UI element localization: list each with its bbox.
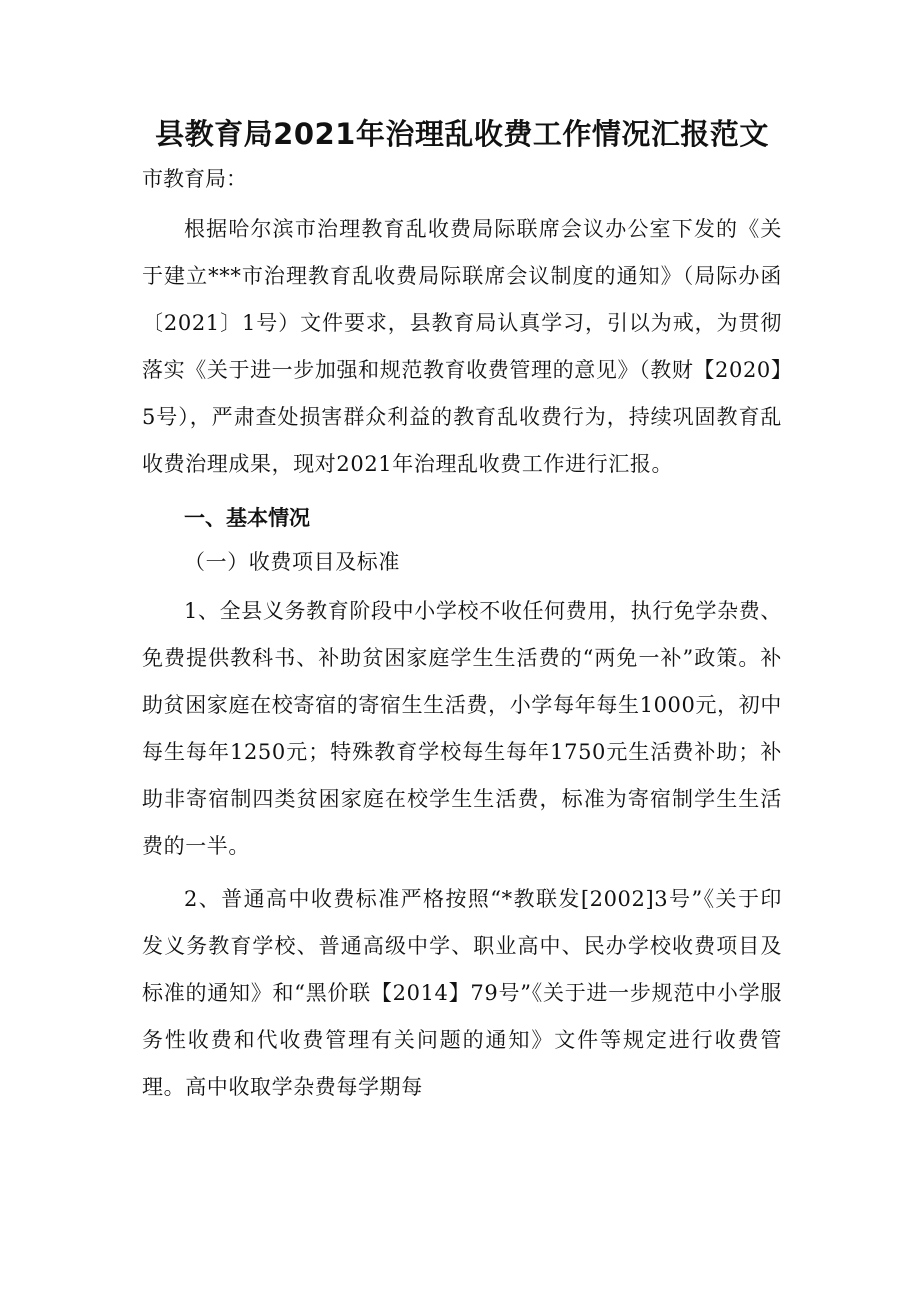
paragraph-item-1: 1、全县义务教育阶段中小学校不收任何费用，执行免学杂费、免费提供教科书、补助贫困家庭学生生活费的“两免一补”政策。补助贫困家庭在校寄宿的寄宿生生活费，小学每年每生1000元，初中每生每年1250元；特殊教育学校每生每年1750元生活费补助；补助非寄宿制四类贫困家庭在校学生生活费，标准为寄宿制学生生活费的一半。 [142,599,782,858]
document-page [142,112,782,1111]
salutation: 市教育局： [142,167,247,191]
intro-paragraph: 根据哈尔滨市治理教育乱收费局际联席会议办公室下发的《关于建立***市治理教育乱收费局际联席会议制度的通知》（局际办函〔2021〕1号）文件要求，县教育局认真学习，引以为戒，为贯彻落实《关于进一步加强和规范教育收费管理的意见》（教财【2020】5号），严肃查处损害群众利益的教育乱收费行为，持续巩固教育乱收费治理成果，现对2021年治理乱收费工作进行汇报。 [142,217,782,476]
section-heading-basic-situation: 一、基本情况 [184,506,310,530]
subsection-heading-fee-items: （一）收费项目及标准 [184,550,400,574]
paragraph-item-2: 2、普通高中收费标准严格按照“*教联发[2002]3号”《关于印发义务教育学校、普通高级中学、职业高中、民办学校收费项目及标准的通知》和“黑价联【2014】79号”《关于进一步规范中小学服务性收费和代收费管理有关问题的通知》文件等规定进行收费管理。高中收取学杂费每学期每 [142,887,782,1099]
document-title: 县教育局2021年治理乱收费工作情况汇报范文 [155,117,769,151]
